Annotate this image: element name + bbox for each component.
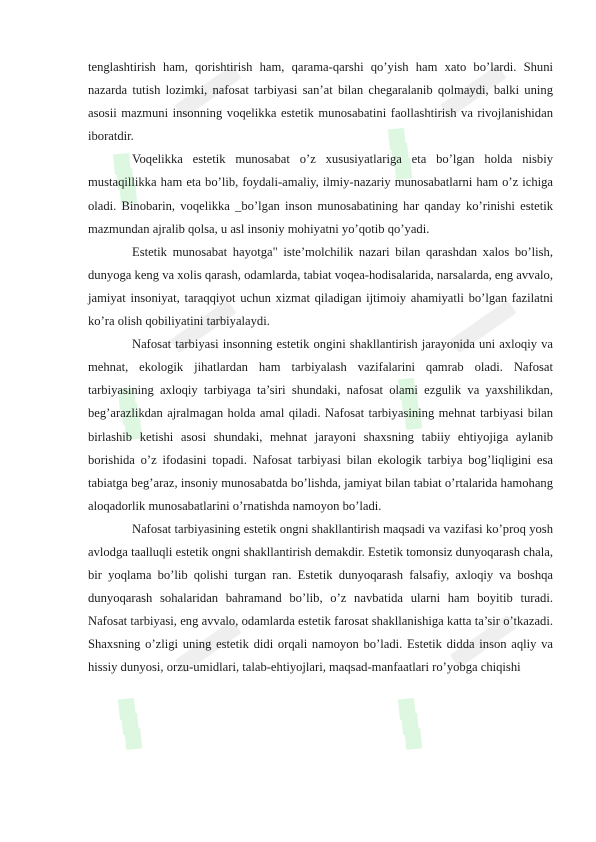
watermark-logo-icon bbox=[100, 691, 160, 756]
paragraph: Voqelikka estetik munosabat o’z xususiyatlariga eta bo’lgan holda nisbiy mustaqillikka ham eta bo’lib, foydali-amaliy, ilmiy-nazariy munosabatlarni ham o’z ichiga oladi. Binobarin, voqelikka _bo’lgan inson munosabatining har qanday ko’rinishi estetik mazmundan ajralib qolsa, u asl insoniy mohiyatni yo’qotib qo’yadi. bbox=[88, 152, 553, 236]
paragraph: Estetik munosabat hayotga" iste’molchilik nazari bilan qarashdan xalos bo’lish, dunyoga keng va xolis qarash, odamlarda, tabiat voqea-hodisalarida, narsalarda, eng avvalo, jamiyat insoniyat, taraqqiyot uchun xizmat qiladigan ijtimoiy ahamiyatli bo’lgan fazilatni ko’ra olish qobiliyatini tarbiyalaydi. bbox=[88, 244, 553, 329]
watermark-logo-icon bbox=[380, 691, 440, 756]
paragraph: Nafosat tarbiyasining estetik ongni shakllantirish maqsadi va vazifasi ko’proq yosh avlodga taalluqli estetik ongni shakllantirish demakdir. Estetik tomonsiz dunyoqarash chala, bir yoqlama bo’lib qolishi turgan ran. Estetik dunyoqarash falsafiy, axloqiy va boshqa dunyoqarash sohalaridan bahramand bo’lib, o’z navbatida ularni ham boyitib turadi. Nafosat tarbiyasi, eng avvalo, odamlarda estetik farosat shakllanishiga katta ta’sir o’tkazadi. Shaxsning o’zligi uning estetik didi orqali namoyon bo’ladi. Estetik didda inson aqliy va hissiy dunyosi, orzu-umidlari, talab-ehtiyojlari, maqsad-manfaatlari ro’yobga chiqishi bbox=[88, 521, 553, 675]
document-body bbox=[88, 56, 553, 680]
paragraph: tenglashtirish ham, qorishtirish ham, qarama-qarshi qo’yish ham xato bo’lardi. Shuni nazarda tutish lozimki, nafosat tarbiyasi san’at bilan chegaralanib qolmaydi, balki uning asosii mazmuni insonning voqelikka estetik munosabatini faollashtirish va rivojlanishidan iboratdir. bbox=[88, 60, 553, 144]
paragraph: Nafosat tarbiyasi insonning estetik ongini shakllantirish jarayonida uni axloqiy va mehnat, ekologik jihatlardan ham tarbiyalash vazifalarini qamrab oladi. Nafosat tarbiyasining axloqiy tarbiyaga ta’siri shundaki, nafosat olami ezgulik va yaxshilikdan, beg’arazlikdan ajralmagan holda amal qiladi. Nafosat tarbiyasining mehnat tarbiyasi bilan birlashib ketishi asosi shundaki, mehnat jarayoni shaxsning tabiiy ehtiyojiga aylanib borishida o’z ifodasini topadi. Nafosat tarbiyasi bilan ekologik tarbiya bog’liqligini esa tabiatga beg’araz, insoniy munosabatda bo’lishda, jamiyat bilan tabiat o’rtalarida hamohang aloqadorlik munosabatlarini o’rnatishda namoyon bo’ladi. bbox=[88, 337, 553, 513]
